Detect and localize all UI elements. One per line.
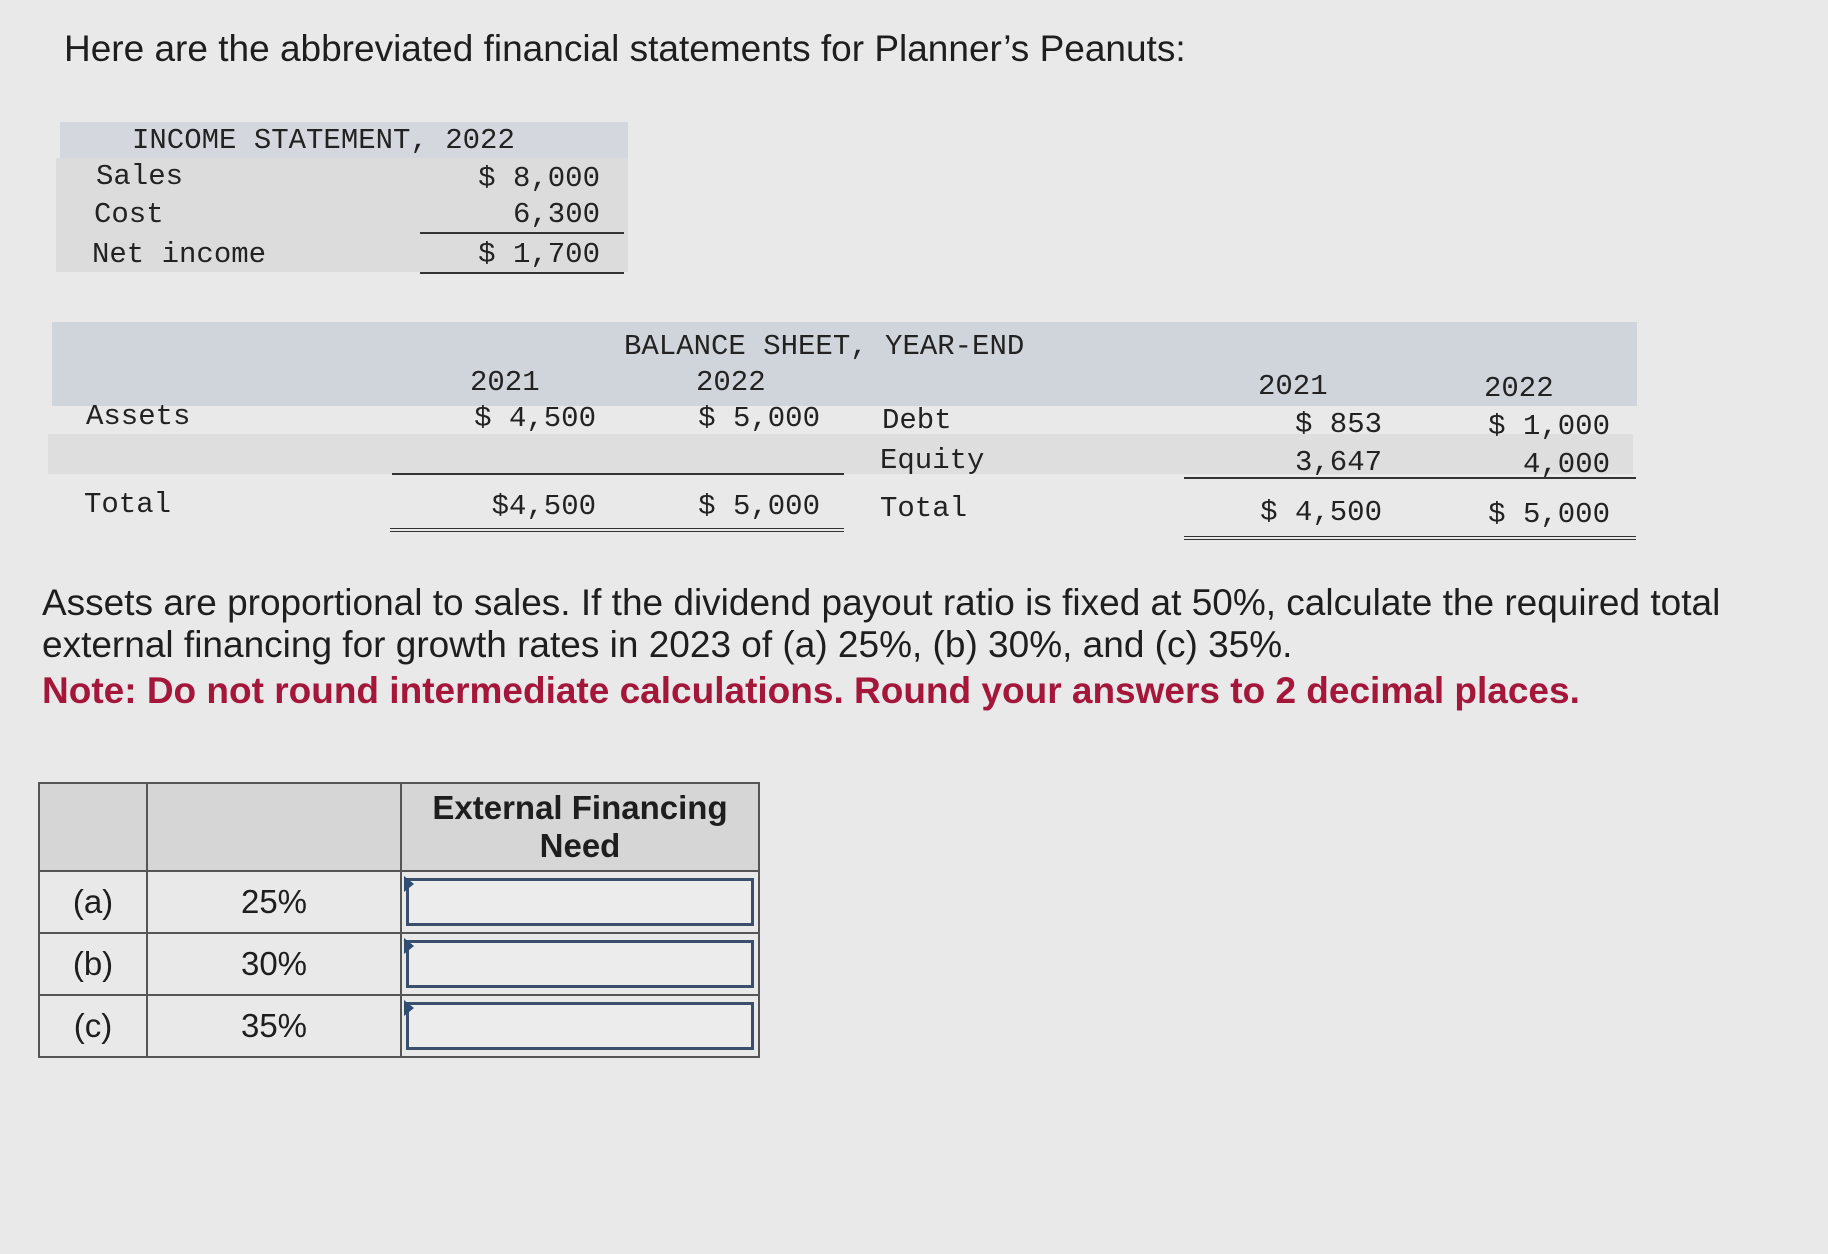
assets-total-2021: $4,500 [491,490,596,523]
liabilities-year-2021: 2021 [1258,370,1328,403]
assets-year-2022: 2022 [696,366,766,399]
liabilities-total-rule [1184,536,1636,540]
row-label-b: (b) [39,933,147,995]
debt-label: Debt [882,404,952,437]
question-text: Assets are proportional to sales. If the dividend payout ratio is fixed at 50%, calculate the required total external financing for growth rates in 2023 of (a) 25%, (b) 30%, and (c) 35%. [42,582,1721,665]
cost-label: Cost [94,198,164,231]
net-income-underline [420,272,624,274]
sales-label: Sales [96,160,184,193]
row-label-c: (c) [39,995,147,1057]
answer-cell-b [401,933,759,995]
balance-sheet-title: BALANCE SHEET, YEAR-END [624,330,1025,363]
header-blank-1 [39,783,147,871]
assets-total-2022: $ 5,000 [698,490,820,523]
liabilities-year-2022: 2022 [1484,372,1554,405]
assets-total-label: Total [84,488,172,521]
assets-label: Assets [86,400,191,433]
table-row [39,995,759,1057]
answer-input-c[interactable] [406,1002,754,1050]
intro-text: Here are the abbreviated financial statements for Planner’s Peanuts: [64,28,1186,69]
equity-2021-value: 3,647 [1294,446,1382,479]
liabilities-total-2022: $ 5,000 [1488,498,1610,531]
header-line-1: External Financing [432,789,728,826]
income-statement-title: INCOME STATEMENT, 2022 [132,124,515,157]
table-row [39,871,759,933]
balance-sheet-band [48,434,1633,474]
note-text: Note: Do not round intermediate calculations. Round your answers to 2 decimal places. [42,670,1580,711]
table-row [39,933,759,995]
cost-value: 6,300 [512,198,600,231]
header-external-financing-need [401,783,759,871]
row-rate-b: 30% [147,933,401,995]
header-line-2: Need [539,827,621,864]
row-rate-c: 35% [147,995,401,1057]
answer-cell-a [401,871,759,933]
liabilities-total-label: Total [880,492,968,525]
answer-input-a[interactable] [406,878,754,926]
header-blank-2 [147,783,401,871]
row-label-a: (a) [39,871,147,933]
sales-value: $ 8,000 [478,162,600,195]
row-rate-a: 25% [147,871,401,933]
answer-input-b[interactable] [406,940,754,988]
liabilities-total-2021: $ 4,500 [1260,496,1382,529]
assets-subtotal-rule [392,473,844,475]
answer-cell-c [401,995,759,1057]
equity-2022-value: 4,000 [1522,448,1610,481]
net-income-label: Net income [92,238,267,271]
equity-label: Equity [880,444,985,477]
assets-2022-value: $ 5,000 [698,402,820,435]
assets-2021-value: $ 4,500 [474,402,596,435]
answer-table-header-row [39,783,759,871]
liabilities-subtotal-rule [1184,477,1636,479]
debt-2021-value: $ 853 [1294,408,1382,441]
answer-table [38,782,760,1058]
net-income-value: $ 1,700 [478,238,600,271]
cost-underline [420,232,624,234]
assets-year-2021: 2021 [470,366,540,399]
debt-2022-value: $ 1,000 [1488,410,1610,443]
assets-total-rule [390,528,844,532]
